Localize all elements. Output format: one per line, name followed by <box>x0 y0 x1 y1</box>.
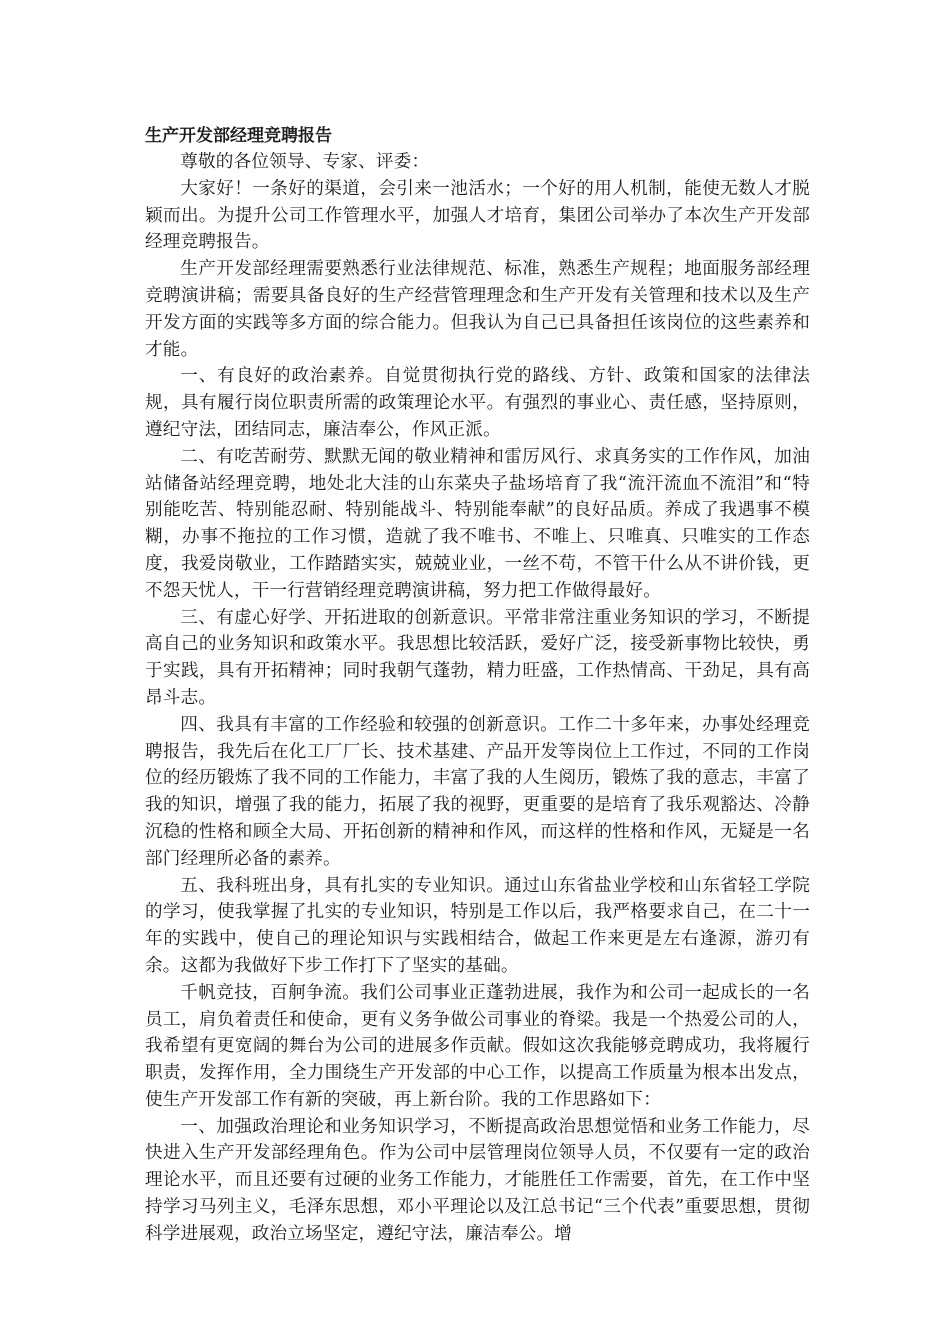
point-three-paragraph: 三、有虚心好学、开拓进取的创新意识。平常非常注重业务知识的学习，不断提高自己的业务知识和政策水平。我思想比较活跃，爱好广泛，接受新事物比较快，勇于实践，具有开拓精神；同时我朝气蓬勃，精力旺盛，工作热情高、干劲足，具有高昂斗志。 <box>145 607 810 708</box>
point-four-paragraph: 四、我具有丰富的工作经验和较强的创新意识。工作二十多年来，办事处经理竞聘报告，我先后在化工厂厂长、技术基建、产品开发等岗位上工作过，不同的工作岗位的经历锻炼了我不同的工作能力，丰富了我的人生阅历，锻炼了我的意志，丰富了我的知识，增强了我的能力，拓展了我的视野，更重要的是培育了我乐观豁达、冷静沉稳的性格和顾全大局、开拓创新的精神和作风，而这样的性格和作风，无疑是一名部门经理所必备的素养。 <box>145 714 810 869</box>
point-one-paragraph: 一、有良好的政治素养。自觉贯彻执行党的路线、方针、政策和国家的法律法规，具有履行岗位职责所需的政策理论水平。有强烈的事业心、责任感，坚持原则，遵纪守法，团结同志，廉洁奉公，作风正派。 <box>145 366 810 440</box>
document-title: 生产开发部经理竞聘报告 <box>145 126 332 146</box>
point-five-paragraph: 五、我科班出身，具有扎实的专业知识。通过山东省盐业学校和山东省轻工学院的学习，使我掌握了扎实的专业知识，特别是工作以后，我严格要求自己，在二十一年的实践中，使自己的理论知识与实践相结合，做起工作来更是左右逢源，游刃有余。这都为我做好下步工作打下了坚实的基础。 <box>145 875 810 976</box>
requirements-paragraph: 生产开发部经理需要熟悉行业法律规范、标准，熟悉生产规程；地面服务部经理竞聘演讲稿；需要具备良好的生产经营管理理念和生产开发有关管理和技术以及生产开发方面的实践等多方面的综合能力。但我认为自己已具备担任该岗位的这些素养和才能。 <box>145 259 810 360</box>
document-body <box>145 123 810 1248</box>
point-two-paragraph: 二、有吃苦耐劳、默默无闻的敬业精神和雷厉风行、求真务实的工作作风，加油站储备站经理竞聘，地处北大洼的山东菜央子盐场培育了我“流汗流血不流泪”和“特别能吃苦、特别能忍耐、特别能战斗、特别能奉献”的良好品质。养成了我遇事不模糊，办事不拖拉的工作习惯，造就了我不唯书、不唯上、只唯真、只唯实的工作态度，我爱岗敬业，工作踏踏实实，兢兢业业，一丝不苟，不管干什么从不讲价钱，更不怨天忧人，干一行营销经理竞聘演讲稿，努力把工作做得最好。 <box>145 446 810 601</box>
plan-one-paragraph: 一、加强政治理论和业务知识学习，不断提高政治思想觉悟和业务工作能力，尽快进入生产开发部经理角色。作为公司中层管理岗位领导人员，不仅要有一定的政治理论水平，而且还要有过硬的业务工作能力，才能胜任工作需要，首先，在工作中坚持学习马列主义，毛泽东思想，邓小平理论以及江总书记“三个代表”重要思想，贯彻科学进展观，政治立场坚定，遵纪守法，廉洁奉公。增 <box>145 1116 810 1244</box>
greeting-paragraph: 大家好！一条好的渠道，会引来一池活水；一个好的用人机制，能使无数人才脱颖而出。为提升公司工作管理水平，加强人才培育，集团公司举办了本次生产开发部经理竞聘报告。 <box>145 178 810 253</box>
salutation-paragraph: 尊敬的各位领导、专家、评委： <box>180 152 430 172</box>
vision-paragraph: 千帆竞技，百舸争流。我们公司事业正蓬勃进展，我作为和公司一起成长的一名员工，肩负着责任和使命，更有义务争做公司事业的脊梁。我是一个热爱公司的人，我希望有更宽阔的舞台为公司的进展多作贡献。假如这次我能够竞聘成功，我将履行职责，发挥作用，全力围绕生产开发部的中心工作，以提高工作质量为根本出发点，使生产开发部工作有新的突破，再上新台阶。我的工作思路如下： <box>145 982 810 1110</box>
